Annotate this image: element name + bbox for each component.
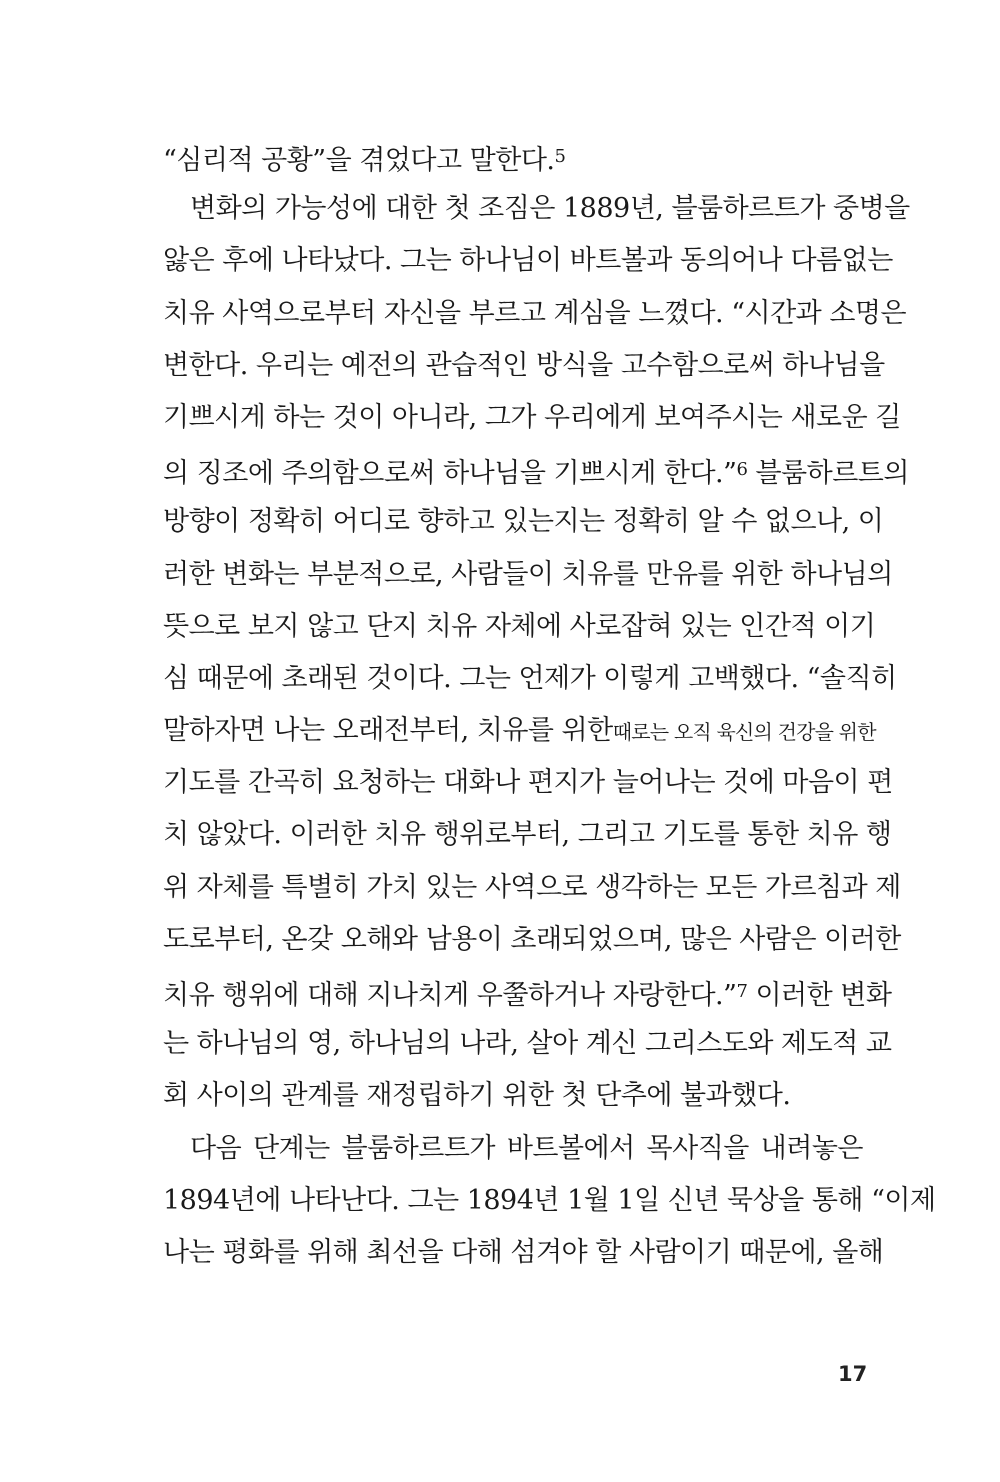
text-line-1: “심리적 공황”을 겪었다고 말한다.$^5$ xyxy=(163,145,566,176)
text-line-14: 치 않았다. 이러한 치유 행위로부터, 그리고 기도를 통한 치유 행 xyxy=(163,819,892,851)
text-line-15: 위 자체를 특별히 가치 있는 사역으로 생각하는 모든 가르침과 제 xyxy=(163,871,901,903)
text-line-13: 기도를 간곡히 요청하는 대화나 편지가 늘어나는 것에 마음이 편 xyxy=(163,767,893,799)
text-line-8: 방향이 정확히 어디로 향하고 있는지는 정확히 알 수 없으나, 이 xyxy=(163,506,884,538)
text-line-2: 변화의 가능성에 대한 첫 조짐은 1889년, 블룸하르트가 중병을 xyxy=(190,193,910,225)
footnote-ref-6: 6 xyxy=(736,459,748,481)
footnote-ref-7: 7 xyxy=(736,981,748,1002)
small-text-aside: 때로는 오직 육신의 건강을 위한 xyxy=(612,720,876,745)
text-line-7: 의 징조에 주의함으로써 하나님을 기쁘시게 한다.”$^6$ 블룸하르트의 xyxy=(163,458,909,490)
text-line-22: 나는 평화를 위해 최선을 다해 섬겨야 할 사람이기 때문에, 올해 xyxy=(163,1236,884,1268)
text-line-17: 치유 행위에 대해 지나치게 우쭐하거나 자랑한다.”$^7$ 이러한 변화 xyxy=(163,980,892,1011)
text-line-20: 다음 단계는 블룸하르트가 바트볼에서 목사직을 내려놓은 xyxy=(190,1132,863,1164)
text-line-5: 변한다. 우리는 예전의 관습적인 방식을 고수함으로써 하나님을 xyxy=(163,349,885,381)
text-line-3: 앓은 후에 나타났다. 그는 하나님이 바트볼과 동의어나 다름없는 xyxy=(163,245,893,277)
page-number: 17 xyxy=(838,1362,868,1386)
text-line-10: 뜻으로 보지 않고 단지 치유 자체에 사로잡혀 있는 인간적 이기 xyxy=(163,610,876,642)
text-line-21: 1894년에 나타난다. 그는 1894년 1월 1일 신년 묵상을 통해 “이제 xyxy=(163,1184,936,1216)
body-text xyxy=(163,135,936,1283)
text-line-11: 심 때문에 초래된 것이다. 그는 언제가 이렇게 고백했다. “솔직히 xyxy=(163,662,897,694)
text-line-18: 는 하나님의 영, 하나님의 나라, 살아 계신 그리스도와 제도적 교 xyxy=(163,1028,892,1060)
text-line-9: 러한 변화는 부분적으로, 사람들이 치유를 만유를 위한 하나님의 xyxy=(163,558,893,590)
text-line-16: 도로부터, 온갖 오해와 남용이 초래되었으며, 많은 사람은 이러한 xyxy=(163,923,901,955)
text-line-6: 기쁘시게 하는 것이 아니라, 그가 우리에게 보여주시는 새로운 길 xyxy=(163,401,901,433)
footnote-ref-5: 5 xyxy=(554,146,566,167)
text-line-19: 회 사이의 관계를 재정립하기 위한 첫 단추에 불과했다. xyxy=(163,1080,791,1112)
text-line-12: 말하자면 나는 오래전부터, 치유를 위한때로는 오직 육신의 건강을 위한 xyxy=(163,715,876,747)
text-line-4: 치유 사역으로부터 자신을 부르고 계심을 느꼈다. “시간과 소명은 xyxy=(163,297,907,329)
